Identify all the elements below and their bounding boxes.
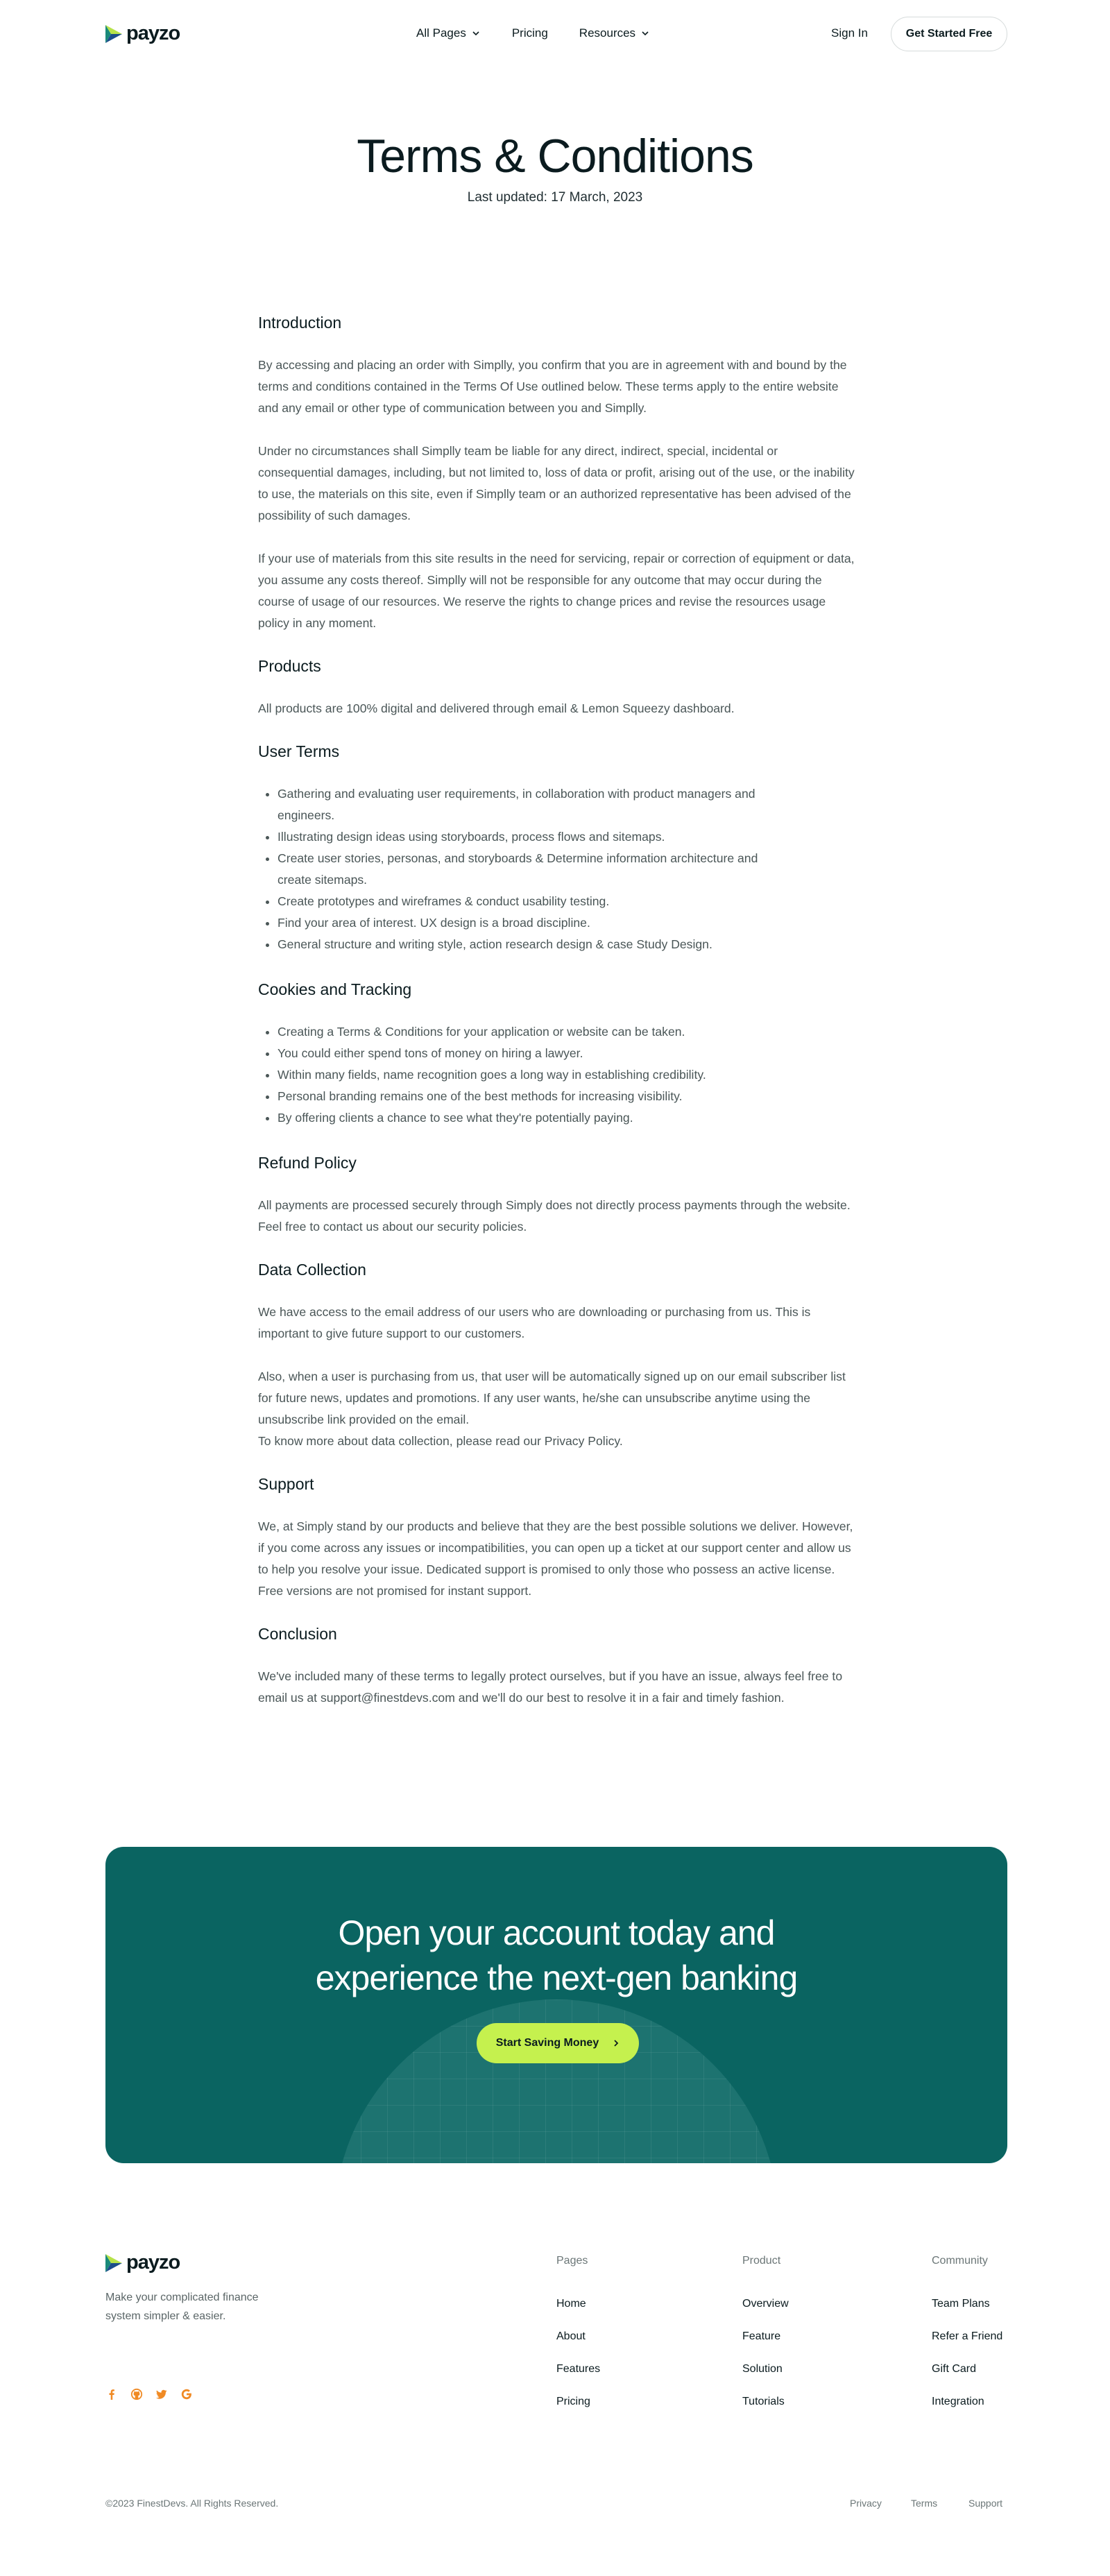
- brand-logo[interactable]: [105, 22, 180, 45]
- list-item: • Within many fields, name recognition goes a long way in establishing credibility.: [278, 1064, 855, 1086]
- section-title: Introduction: [258, 314, 342, 332]
- list-item: • By offering clients a chance to see what they're potentially paying.: [278, 1107, 855, 1129]
- section-introduction: [258, 312, 855, 634]
- footer-logo[interactable]: [105, 2251, 180, 2274]
- twitter-icon[interactable]: [155, 2388, 168, 2400]
- site-header: [0, 0, 1110, 69]
- bullet-list: [278, 1021, 855, 1129]
- last-updated: Last updated: 17 March, 2023: [467, 190, 643, 205]
- footer-legal-terms[interactable]: Terms: [911, 2498, 938, 2509]
- section-data-collection: [258, 1259, 855, 1452]
- footer-column-title: Product: [742, 2255, 781, 2267]
- copyright: ©2023 FinestDevs. All Rights Reserved.: [105, 2498, 279, 2509]
- section-support: [258, 1474, 855, 1602]
- section-products: [258, 656, 855, 719]
- list-item: • Creating a Terms & Conditions for your application or website can be taken.: [278, 1021, 855, 1043]
- footer-column-title: Pages: [556, 2255, 588, 2267]
- bullet-list: [278, 783, 855, 955]
- main-nav: [416, 26, 649, 40]
- get-started-button[interactable]: Get Started Free: [891, 17, 1007, 51]
- nav-resources[interactable]: [579, 26, 649, 40]
- footer-link-refer-a-friend[interactable]: Refer a Friend: [932, 2330, 1003, 2342]
- section-conclusion: [258, 1623, 855, 1709]
- nav-all-pages-label: All Pages: [416, 26, 466, 40]
- footer-link-gift-card[interactable]: Gift Card: [932, 2363, 977, 2375]
- paragraph: To know more about data collection, please read our Privacy Policy.: [258, 1434, 623, 1448]
- section-user-terms: [258, 741, 855, 955]
- paragraph: All payments are processed securely through Simply does not directly process payments through the website. Feel free to contact us about our security policies.: [258, 1198, 851, 1234]
- paragraph: Also, when a user is purchasing from us, that user will be automatically signed up on our email subscriber list for future news, updates and promotions. If any user wants, he/she can unsubscribe anytime using the unsubscribe link provided on the email.: [258, 1370, 846, 1426]
- brand-name: payzo: [126, 22, 180, 44]
- section-title: Data Collection: [258, 1261, 366, 1279]
- footer-column-title: Community: [932, 2255, 988, 2267]
- section-cookies: [258, 979, 855, 1129]
- paragraph: We, at Simply stand by our products and believe that they are the best possible solutions we deliver. However, if you come across any issues or incompatibilities, you can open up a ticket at our support center and allow us to help you resolve your issue. Dedicated support is promised to only those who possess an active license. Free versions are not promised for instant support.: [258, 1519, 853, 1598]
- section-title: Refund Policy: [258, 1154, 357, 1172]
- sign-in-link[interactable]: Sign In: [831, 26, 868, 40]
- footer-legal-privacy[interactable]: Privacy: [850, 2498, 882, 2509]
- section-title: User Terms: [258, 742, 340, 760]
- list-item: • Personal branding remains one of the best methods for increasing visibility.: [278, 1086, 855, 1107]
- google-icon[interactable]: [180, 2388, 193, 2400]
- footer-link-home[interactable]: Home: [556, 2298, 586, 2310]
- list-item: • You could either spend tons of money on hiring a lawyer.: [278, 1043, 855, 1064]
- list-item: • General structure and writing style, action research design & case Study Design.: [278, 934, 855, 955]
- list-item: • Illustrating design ideas using storyboards, process flows and sitemaps.: [278, 826, 855, 848]
- section-title: Cookies and Tracking: [258, 980, 412, 998]
- list-item: • Create prototypes and wireframes & conduct usability testing.: [278, 891, 855, 912]
- nav-pricing-label: Pricing: [511, 26, 548, 40]
- facebook-icon[interactable]: [105, 2388, 118, 2400]
- list-item: • Gathering and evaluating user requirements, in collaboration with product managers and engineers.: [278, 783, 791, 826]
- chevron-right-icon: [613, 2039, 620, 2047]
- footer-column-product: [742, 2255, 789, 2428]
- section-title: Conclusion: [258, 1625, 337, 1643]
- footer-description: Make your complicated finance system simpler & easier.: [105, 2292, 259, 2322]
- footer-link-team-plans[interactable]: Team Plans: [932, 2298, 990, 2310]
- footer-link-about[interactable]: About: [556, 2330, 586, 2342]
- footer-link-tutorials[interactable]: Tutorials: [742, 2396, 785, 2407]
- payzo-logo-icon: [105, 25, 122, 43]
- social-links: [105, 2388, 193, 2400]
- terms-content: [258, 312, 855, 1730]
- payzo-logo-icon: [105, 2254, 122, 2272]
- section-title: Products: [258, 657, 321, 675]
- section-title: Support: [258, 1475, 314, 1493]
- chevron-down-icon: [641, 29, 649, 37]
- footer-link-integration[interactable]: Integration: [932, 2396, 984, 2407]
- cta-banner: [105, 1847, 1007, 2163]
- footer-link-features[interactable]: Features: [556, 2363, 601, 2375]
- nav-pricing[interactable]: [512, 26, 548, 40]
- list-item: • Create user stories, personas, and storyboards & Determine information architecture and create sitemaps.: [278, 848, 791, 891]
- nav-resources-label: Resources: [579, 26, 636, 40]
- footer-link-pricing[interactable]: Pricing: [556, 2396, 590, 2407]
- footer-legal-support[interactable]: Support: [968, 2498, 1003, 2509]
- start-saving-button[interactable]: [477, 2023, 639, 2063]
- paragraph: All products are 100% digital and delivered through email & Lemon Squeezy dashboard.: [258, 701, 735, 715]
- footer-column-pages: [556, 2255, 600, 2428]
- paragraph: By accessing and placing an order with Simplly, you confirm that you are in agreement with and bound by the terms and conditions contained in the Terms Of Use outlined below. These terms apply to the entire website and any email or other type of communication between you and Simplly.: [258, 358, 847, 415]
- chevron-down-icon: [472, 29, 480, 37]
- cta-heading-line1: Open your account today and: [338, 1913, 775, 1952]
- paragraph: If your use of materials from this site results in the need for servicing, repair or correction of equipment or data, you assume any costs thereof. Simplly will not be responsible for any outcome that may occur during the course of usage of our resources. We reserve the rights to change prices and revise the resources usage policy in any moment.: [258, 552, 855, 630]
- list-item: • Find your area of interest. UX design is a broad discipline.: [278, 912, 855, 934]
- paragraph: Under no circumstances shall Simplly team be liable for any direct, indirect, special, incidental or consequential damages, including, but not limited to, loss of data or profit, arising out of the use, or the inability to use, the materials on this site, even if Simplly team or an authorized representative has been advised of the possibility of such damages.: [258, 444, 855, 522]
- footer-link-solution[interactable]: Solution: [742, 2363, 783, 2375]
- start-saving-label: Start Saving Money: [495, 2037, 599, 2049]
- github-icon[interactable]: [130, 2388, 143, 2400]
- footer-link-overview[interactable]: Overview: [742, 2298, 789, 2310]
- cta-heading: [105, 1911, 1007, 2001]
- nav-all-pages[interactable]: [416, 26, 480, 40]
- footer-link-feature[interactable]: Feature: [742, 2330, 781, 2342]
- section-refund: [258, 1152, 855, 1238]
- paragraph: We have access to the email address of our users who are downloading or purchasing from us. This is important to give future support to our customers.: [258, 1305, 811, 1340]
- brand-name: payzo: [126, 2251, 180, 2274]
- footer-column-community: [932, 2255, 1002, 2428]
- page-title: Terms & Conditions: [357, 130, 753, 182]
- paragraph: We've included many of these terms to legally protect ourselves, but if you have an issue, always feel free to email us at support@finestdevs.com and we'll do our best to resolve it in a fair and timely fashion.: [258, 1669, 843, 1705]
- cta-heading-line2: experience the next-gen banking: [315, 1959, 798, 1997]
